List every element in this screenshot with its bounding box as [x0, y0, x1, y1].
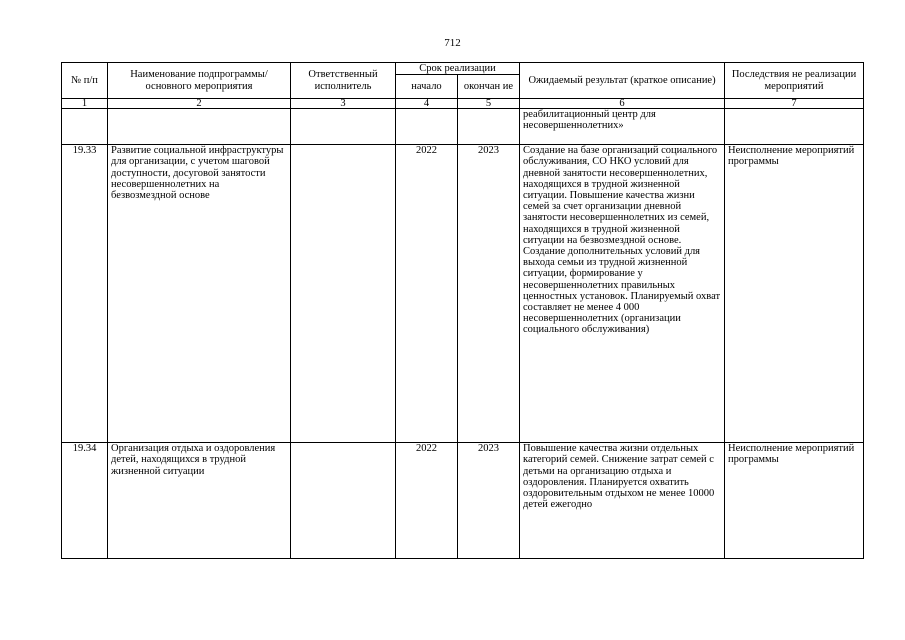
header-executor: Ответственный исполнитель [291, 63, 396, 99]
row-name: Организация отдыха и оздоровления детей, находящихся в трудной жизненной ситуации [108, 443, 291, 559]
header-end: окончан ие [458, 75, 520, 99]
row-number: 19.33 [62, 145, 108, 443]
row-consequences: Неисполнение мероприятий программы [725, 443, 864, 559]
row-number: 19.34 [62, 443, 108, 559]
header-name: Наименование подпрограммы/ основного мероприятия [108, 63, 291, 99]
header-start: начало [396, 75, 458, 99]
table-row [62, 109, 864, 145]
row-end: 2023 [458, 145, 520, 443]
column-number: 1 [62, 99, 108, 109]
page-number: 712 [444, 37, 461, 49]
column-number: 3 [291, 99, 396, 109]
row-start: 2022 [396, 145, 458, 443]
row-executor [291, 145, 396, 443]
table-row [62, 443, 864, 559]
row-result: Повышение качества жизни отдельных категорий семей. Снижение затрат семей с детьми на организацию отдыха и оздоровления. Планируется охватить оздоровительным отдыхом не менее 10000 детей ежегодно [520, 443, 725, 559]
program-table [61, 62, 864, 559]
row-executor [291, 443, 396, 559]
row-number [62, 109, 108, 145]
row-end [458, 109, 520, 145]
column-number: 2 [108, 99, 291, 109]
row-executor [291, 109, 396, 145]
row-start [396, 109, 458, 145]
header-period: Срок реализации [396, 63, 520, 75]
header-result: Ожидаемый результат (краткое описание) [520, 63, 725, 99]
column-number: 4 [396, 99, 458, 109]
column-number: 5 [458, 99, 520, 109]
table-row [62, 145, 864, 443]
row-consequences [725, 109, 864, 145]
column-number-row [62, 99, 864, 109]
row-start: 2022 [396, 443, 458, 559]
header-consequences: Последствия не реализации мероприятий [725, 63, 864, 99]
header-number: № п/п [62, 63, 108, 99]
column-number: 7 [725, 99, 864, 109]
row-end: 2023 [458, 443, 520, 559]
column-number: 6 [520, 99, 725, 109]
row-result: Создание на базе организаций социального обслуживания, СО НКО условий для дневной занятости несовершеннолетних, находящихся в трудной жизненной ситуации. Повышение качества жизни семей за счет организации дневной занятости несовершеннолетних из семей, находящихся в трудной жизненной ситуации на безвозмездной основе. Создание дополнительных условий для выхода семьи из трудной жизненной ситуации, формирование у несовершеннолетних правильных ценностных установок. Планируемый охват составляет не менее 4 000 несовершеннолетних (организации социального обслуживания) [520, 145, 725, 443]
row-name: Развитие социальной инфраструктуры для организации, с учетом шаговой доступности, досуговой занятости несовершеннолетних на безвозмездной основе [108, 145, 291, 443]
row-consequences: Неисполнение мероприятий программы [725, 145, 864, 443]
row-name [108, 109, 291, 145]
row-result: реабилитационный центр для несовершеннолетних» [520, 109, 725, 145]
